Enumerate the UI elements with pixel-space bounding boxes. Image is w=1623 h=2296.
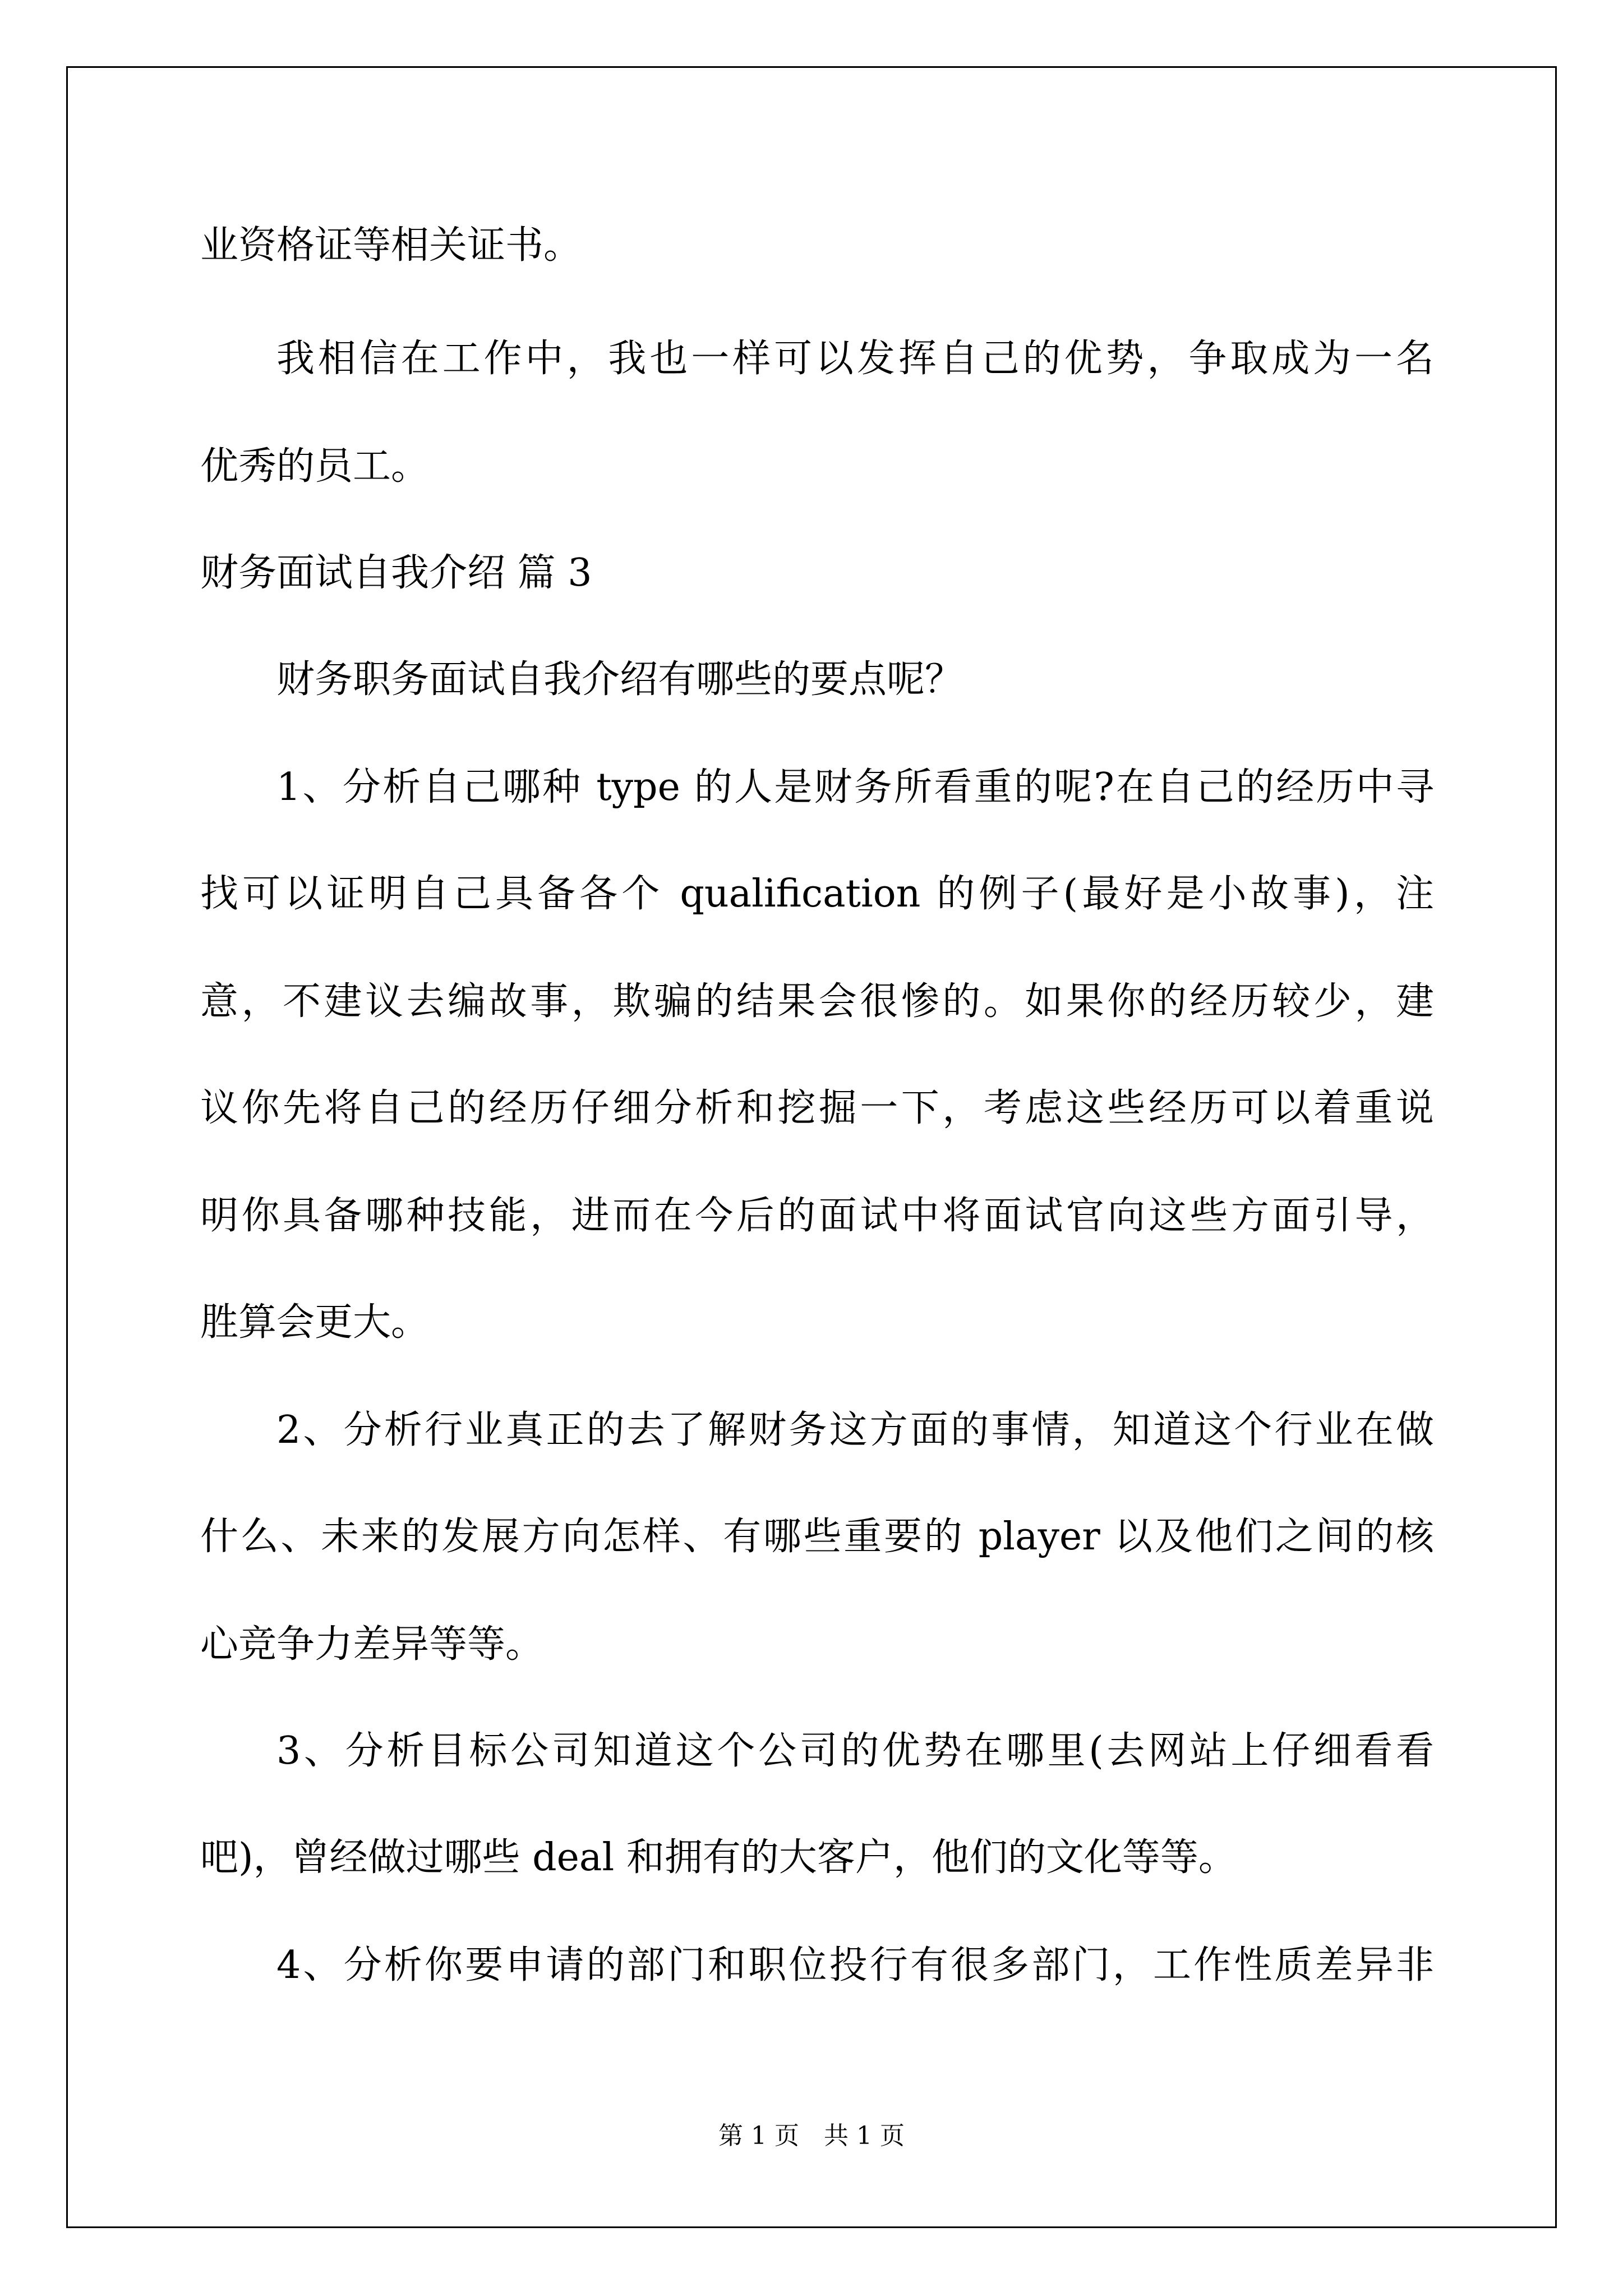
text-line: 议你先将自己的经历仔细分析和挖掘一下，考虑这些经历可以着重说	[200, 1086, 1434, 1130]
text-line: 胜算会更大。	[200, 1300, 430, 1345]
text-line: 财务职务面试自我介绍有哪些的要点呢？	[276, 657, 963, 702]
text-line: 吧)，曾经做过哪些 deal 和拥有的大客户，他们的文化等等。	[200, 1835, 1237, 1880]
text-line: 2、分析行业真正的去了解财务这方面的事情，知道这个行业在做	[276, 1408, 1434, 1452]
text-line: 明你具备哪种技能，进而在今后的面试中将面试官向这些方面引导，	[200, 1194, 1434, 1238]
text-line: 找可以证明自己具备各个 qualification 的例子(最好是小故事)，注	[200, 872, 1434, 916]
text-line: 什么、未来的发展方向怎样、有哪些重要的 player 以及他们之间的核	[200, 1515, 1434, 1559]
text-line: 我相信在工作中，我也一样可以发挥自己的优势，争取成为一名	[276, 337, 1434, 381]
text-line: 1、分析自己哪种 type 的人是财务所看重的呢?在自己的经历中寻	[276, 765, 1434, 809]
page-border	[66, 66, 1557, 2228]
text-line: 业资格证等相关证书。	[200, 223, 582, 268]
section-heading: 财务面试自我介绍 篇 3	[200, 551, 592, 595]
page-footer: 第 1 页 共 1 页	[718, 2122, 905, 2150]
text-line: 意，不建议去编故事，欺骗的结果会很惨的。如果你的经历较少，建	[200, 979, 1434, 1024]
text-line: 优秀的员工。	[200, 444, 430, 489]
text-line: 3、分析目标公司知道这个公司的优势在哪里(去网站上仔细看看	[276, 1729, 1434, 1773]
text-line: 4、分析你要申请的部门和职位投行有很多部门，工作性质差异非	[276, 1943, 1434, 1987]
text-line: 心竞争力差异等等。	[200, 1622, 544, 1667]
